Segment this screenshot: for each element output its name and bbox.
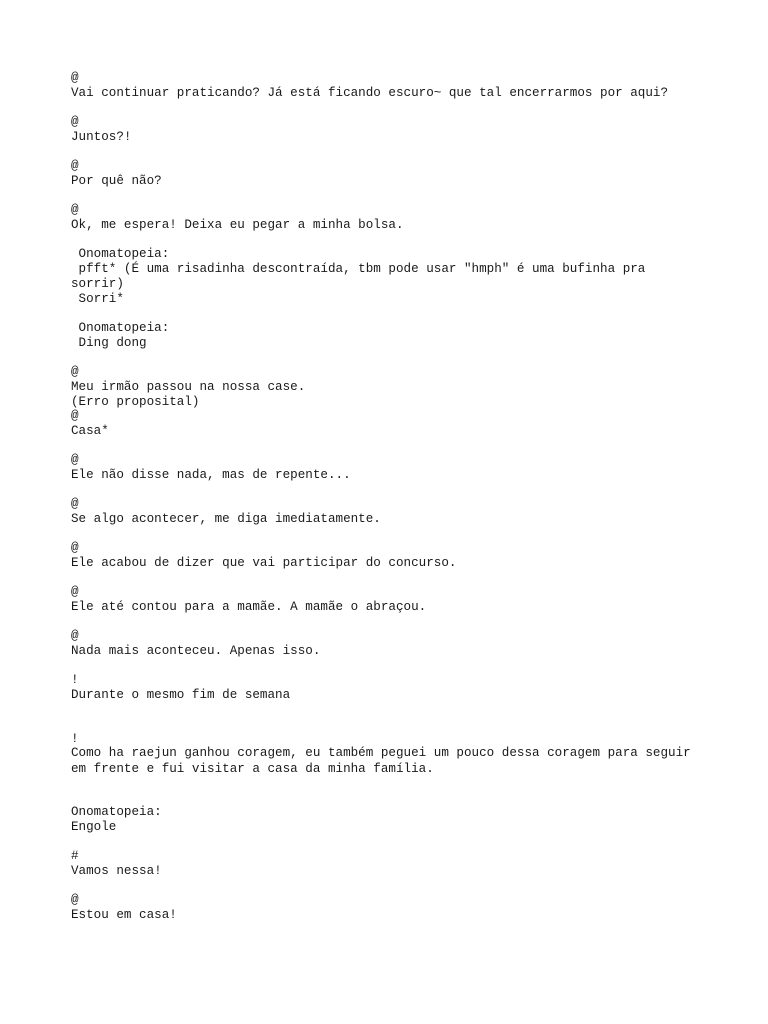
speaker-marker: @ xyxy=(71,365,79,379)
note-line: (Erro proposital) xyxy=(71,395,200,409)
dialogue-line: Ele acabou de dizer que vai participar do concurso. xyxy=(71,556,457,570)
narration-line: em frente e fui visitar a casa da minha família. xyxy=(71,762,434,776)
dialogue-line: Vai continuar praticando? Já está ficando escuro~ que tal encerrarmos por aqui? xyxy=(71,86,669,100)
dialogue-line: Ele até contou para a mamãe. A mamãe o abraçou. xyxy=(71,600,427,614)
onomatopoeia-line: Sorri* xyxy=(71,292,124,306)
speaker-marker: @ xyxy=(71,629,79,643)
dialogue-line: Vamos nessa! xyxy=(71,864,162,878)
onomatopoeia-line: Ding dong xyxy=(71,336,147,350)
speaker-marker: @ xyxy=(71,453,79,467)
dialogue-line: Meu irmão passou na nossa case. xyxy=(71,380,306,394)
thought-marker: # xyxy=(71,849,79,863)
dialogue-line: Nada mais aconteceu. Apenas isso. xyxy=(71,644,321,658)
dialogue-line: Estou em casa! xyxy=(71,908,177,922)
onomatopoeia-line: pfft* (É uma risadinha descontraída, tbm pode usar "hmph" é uma bufinha pra xyxy=(71,262,646,276)
onomatopoeia-line: Engole xyxy=(71,820,117,834)
speaker-marker: @ xyxy=(71,893,79,907)
speaker-marker: @ xyxy=(71,71,79,85)
dialogue-line: Ele não disse nada, mas de repente... xyxy=(71,468,351,482)
speaker-marker: @ xyxy=(71,541,79,555)
onomatopoeia-line: sorrir) xyxy=(71,277,124,291)
onomatopoeia-label: Onomatopeia: xyxy=(71,247,170,261)
narration-line: Como ha raejun ganhou coragem, eu também peguei um pouco dessa coragem para seguir xyxy=(71,746,691,760)
speaker-marker: @ xyxy=(71,585,79,599)
speaker-marker: @ xyxy=(71,115,79,129)
dialogue-line: Ok, me espera! Deixa eu pegar a minha bolsa. xyxy=(71,218,404,232)
narration-marker: ! xyxy=(71,732,79,746)
speaker-marker: @ xyxy=(71,409,79,423)
dialogue-line: Se algo acontecer, me diga imediatamente. xyxy=(71,512,381,526)
onomatopoeia-label: Onomatopeia: xyxy=(71,805,162,819)
speaker-marker: @ xyxy=(71,497,79,511)
speaker-marker: @ xyxy=(71,159,79,173)
dialogue-line: Juntos?! xyxy=(71,130,132,144)
narration-marker: ! xyxy=(71,673,79,687)
narration-line: Durante o mesmo fim de semana xyxy=(71,688,291,702)
onomatopoeia-label: Onomatopeia: xyxy=(71,321,170,335)
dialogue-line: Por quê não? xyxy=(71,174,162,188)
speaker-marker: @ xyxy=(71,203,79,217)
dialogue-line: Casa* xyxy=(71,424,109,438)
